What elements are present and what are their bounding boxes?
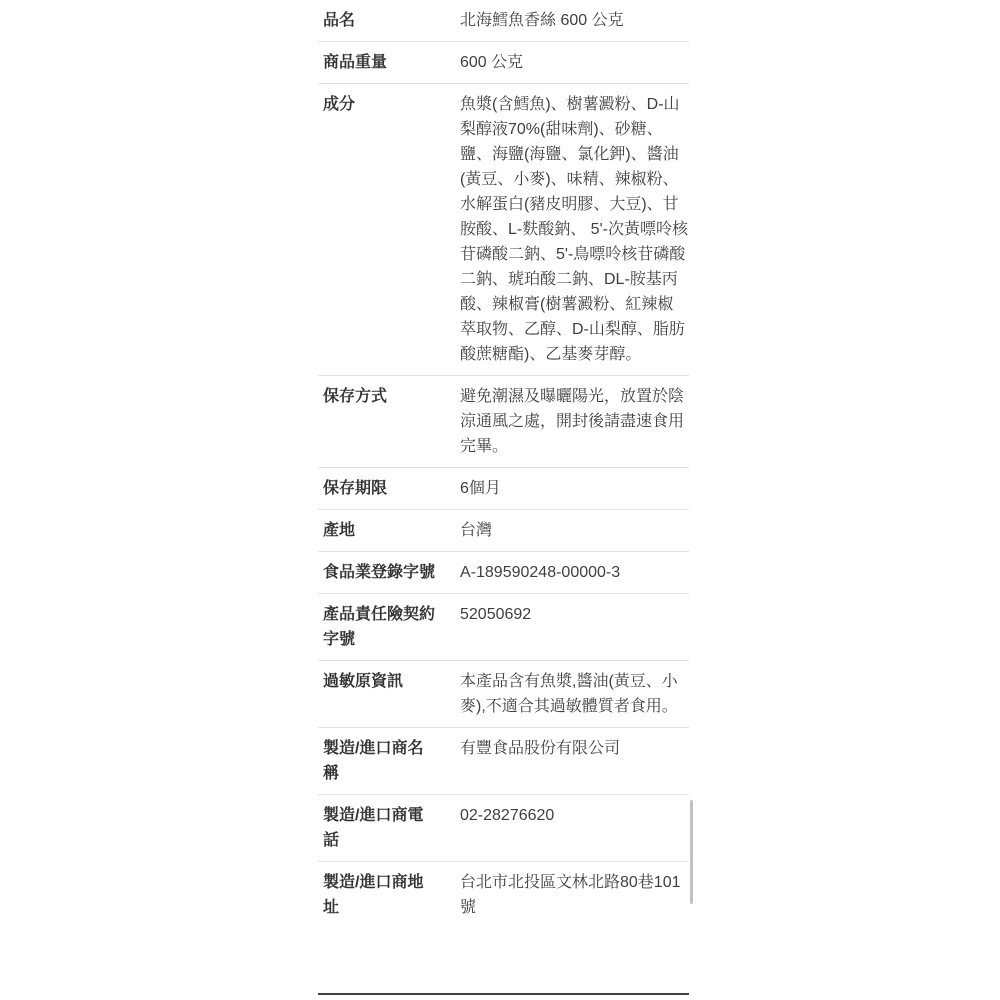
table-row xyxy=(318,551,689,593)
row-value: 有豐食品股份有限公司 xyxy=(460,740,621,757)
row-label: 產地 xyxy=(323,522,356,539)
row-label: 過敏原資訊 xyxy=(323,673,404,690)
table-row xyxy=(318,41,689,83)
row-value: 避免潮濕及曝曬陽光，放置於陰涼通風之處，開封後請盡速食用完畢。 xyxy=(460,388,685,455)
scrollbar-thumb[interactable] xyxy=(690,800,693,904)
table-row xyxy=(318,467,689,509)
row-value: 52050692 xyxy=(460,606,532,623)
row-label: 保存方式 xyxy=(323,388,388,405)
table-row xyxy=(318,375,689,467)
row-value: 02-28276620 xyxy=(460,807,555,824)
row-label: 製造/進口商地址 xyxy=(323,874,424,916)
row-value: 600 公克 xyxy=(460,54,524,71)
row-label: 保存期限 xyxy=(323,480,388,497)
table-row xyxy=(318,0,689,41)
row-value: 北海鱈魚香絲 600 公克 xyxy=(460,12,624,29)
row-label: 品名 xyxy=(323,12,356,29)
table-row xyxy=(318,727,689,794)
table-row xyxy=(318,509,689,551)
row-label: 商品重量 xyxy=(323,54,388,71)
table-row xyxy=(318,861,689,928)
row-value: A-189590248-00000-3 xyxy=(460,564,621,581)
table-row xyxy=(318,593,689,660)
row-value: 台北市北投區文林北路80巷101號 xyxy=(460,874,681,916)
row-value: 6個月 xyxy=(460,480,501,497)
row-label: 製造/進口商名稱 xyxy=(323,740,424,782)
row-value: 魚漿(含鱈魚)、樹薯澱粉、D-山梨醇液70%(甜味劑)、砂糖、鹽、海鹽(海鹽、氯化鉀)、醬油(黃豆、小麥)、味精、辣椒粉、水解蛋白(豬皮明膠、大豆)、甘胺酸、L-麩酸鈉、 5'-次黃嘌呤核苷磷酸二鈉、5'-鳥嘌呤核苷磷酸二鈉、琥珀酸二鈉、DL-胺基丙酸、辣椒膏(樹薯澱粉、紅辣椒萃取物、乙醇、D-山梨醇、脂肪酸蔗糖酯)、乙基麥芽醇。 xyxy=(460,96,688,363)
table-row xyxy=(318,660,689,727)
row-label: 食品業登錄字號 xyxy=(323,564,436,581)
row-value: 台灣 xyxy=(460,522,493,539)
product-spec-table xyxy=(318,0,689,995)
row-label: 產品責任險契約字號 xyxy=(323,606,436,648)
row-label: 製造/進口商電話 xyxy=(323,807,424,849)
row-value: 本產品含有魚漿,醬油(黃豆、小麥),不適合其過敏體質者食用。 xyxy=(460,673,678,715)
table-row xyxy=(318,83,689,375)
table-row xyxy=(318,794,689,861)
row-label: 成分 xyxy=(323,96,356,113)
